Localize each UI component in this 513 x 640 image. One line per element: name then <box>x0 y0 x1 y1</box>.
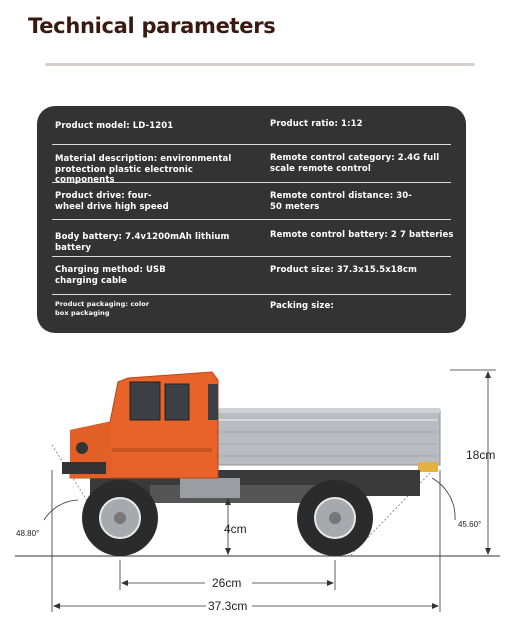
spec-right: Packing size: <box>270 301 334 311</box>
spec-row <box>52 257 451 295</box>
title-divider <box>45 63 475 66</box>
spec-left: Material description: environmental protection plastic electronic components <box>55 154 232 185</box>
clearance-label: 4cm <box>224 522 247 536</box>
spec-row <box>52 295 451 333</box>
spec-left: Product model: LD-1201 <box>55 121 174 131</box>
height-label: 18cm <box>466 448 496 462</box>
spec-right: Remote control distance: 30-50 meters <box>270 191 412 212</box>
wheelbase-label: 26cm <box>212 576 242 590</box>
departure-angle-label: 45.60° <box>458 520 482 529</box>
spec-row <box>52 106 451 145</box>
spec-left: Charging method: USB charging cable <box>55 265 166 286</box>
spec-left: Product packaging: color box packaging <box>55 300 150 317</box>
spec-right: Remote control battery: 2 7 batteries <box>270 230 454 240</box>
spec-left: Body battery: 7.4v1200mAh lithium battery <box>55 232 230 253</box>
departure-angle-arc <box>432 478 455 520</box>
page-title: Technical parameters <box>28 14 276 38</box>
truck-dimension-illustration <box>0 345 513 640</box>
spec-row <box>52 145 451 183</box>
spec-panel <box>37 106 466 333</box>
approach-angle-label: 48.80° <box>16 529 40 538</box>
spec-right: Remote control category: 2.4G full scale remote control <box>270 153 440 174</box>
spec-right: Product ratio: 1:12 <box>270 119 363 129</box>
spec-row <box>52 220 454 257</box>
length-label: 37.3cm <box>208 599 248 613</box>
spec-left: Product drive: four-wheel drive high speed <box>55 191 169 212</box>
truck-image <box>62 372 440 556</box>
spec-row <box>52 183 451 220</box>
approach-angle-arc <box>44 500 78 520</box>
spec-right: Product size: 37.3x15.5x18cm <box>270 265 417 275</box>
